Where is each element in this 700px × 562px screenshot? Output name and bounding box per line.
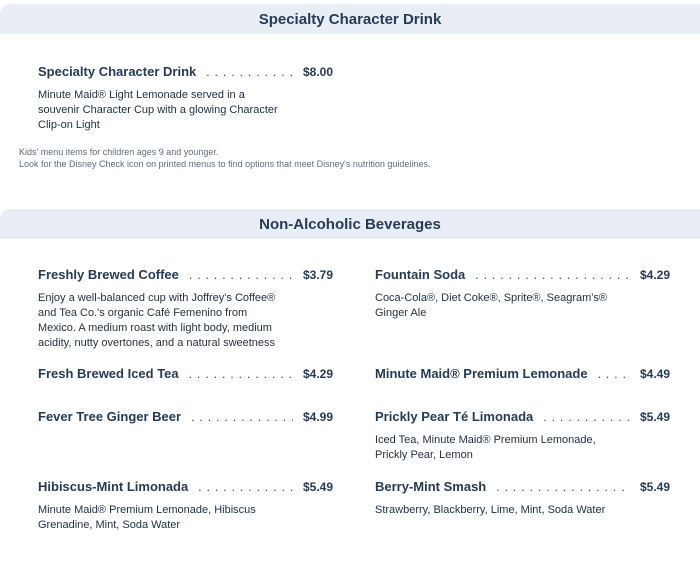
menu-item	[38, 479, 333, 533]
item-description: Iced Tea, Minute Maid® Premium Lemonade, Prickly Pear, Lemon	[375, 434, 596, 461]
dot-leader	[189, 268, 293, 282]
item-description: Minute Maid® Light Lemonade served in a souvenir Character Cup with a glowing Character Clip-on Light	[38, 89, 278, 131]
dot-leader	[598, 367, 630, 381]
item-price: $3.79	[302, 268, 333, 282]
section-title: Specialty Character Drink	[258, 10, 442, 28]
item-name: Freshly Brewed Coffee	[38, 267, 179, 282]
item-price: $5.49	[639, 480, 670, 494]
dot-leader	[189, 367, 293, 381]
kids-note: Kids' menu items for children ages 9 and younger.	[19, 147, 219, 157]
item-description: Enjoy a well-balanced cup with Joffrey's Coffee® and Tea Co.'s organic Café Femenino from Mexico. A medium roast with light body, medium acidity, nutty overtones, and a natural sweetness	[38, 292, 276, 349]
item-price: $4.49	[639, 367, 670, 381]
item-name: Fever Tree Ginger Beer	[38, 409, 182, 424]
item-description: Coca-Cola®, Diet Coke®, Sprite®, Seagram's® Ginger Ale	[375, 292, 607, 319]
item-price: $5.49	[639, 410, 670, 424]
item-price: $4.99	[302, 410, 333, 424]
item-description: Strawberry, Blackberry, Lime, Mint, Soda Water	[375, 504, 606, 516]
item-price: $4.29	[302, 367, 333, 381]
dot-leader	[206, 65, 293, 79]
dot-leader	[198, 480, 293, 494]
item-name: Hibiscus-Mint Limonada	[38, 479, 189, 494]
item-price: $5.49	[302, 480, 333, 494]
section-header-specialty	[0, 4, 700, 34]
menu-item	[38, 267, 333, 351]
item-name: Fresh Brewed Iced Tea	[38, 366, 179, 381]
item-description: Minute Maid® Premium Lemonade, Hibiscus Grenadine, Mint, Soda Water	[38, 504, 256, 531]
item-name: Prickly Pear Té Limonada	[375, 409, 534, 424]
menu-item	[375, 479, 670, 518]
item-name: Specialty Character Drink	[38, 64, 197, 79]
menu-item	[375, 267, 670, 321]
item-name: Berry-Mint Smash	[375, 479, 487, 494]
dot-leader	[475, 268, 630, 282]
item-name: Minute Maid® Premium Lemonade	[375, 366, 588, 381]
dot-leader	[496, 480, 630, 494]
dot-leader	[191, 410, 293, 424]
item-price: $8.00	[302, 65, 333, 79]
menu-item	[38, 409, 333, 424]
item-price: $4.29	[639, 268, 670, 282]
section-header-beverages	[0, 209, 700, 239]
menu-item	[375, 366, 670, 381]
menu-item	[375, 409, 670, 463]
item-name: Fountain Soda	[375, 267, 466, 282]
disney-check-note: Look for the Disney Check icon on printed menus to find options that meet Disney's nutrition guidelines.	[19, 159, 431, 169]
dot-leader	[543, 410, 630, 424]
menu-item	[38, 366, 333, 381]
menu-item	[38, 64, 333, 133]
section-title: Non-Alcoholic Beverages	[259, 215, 441, 233]
